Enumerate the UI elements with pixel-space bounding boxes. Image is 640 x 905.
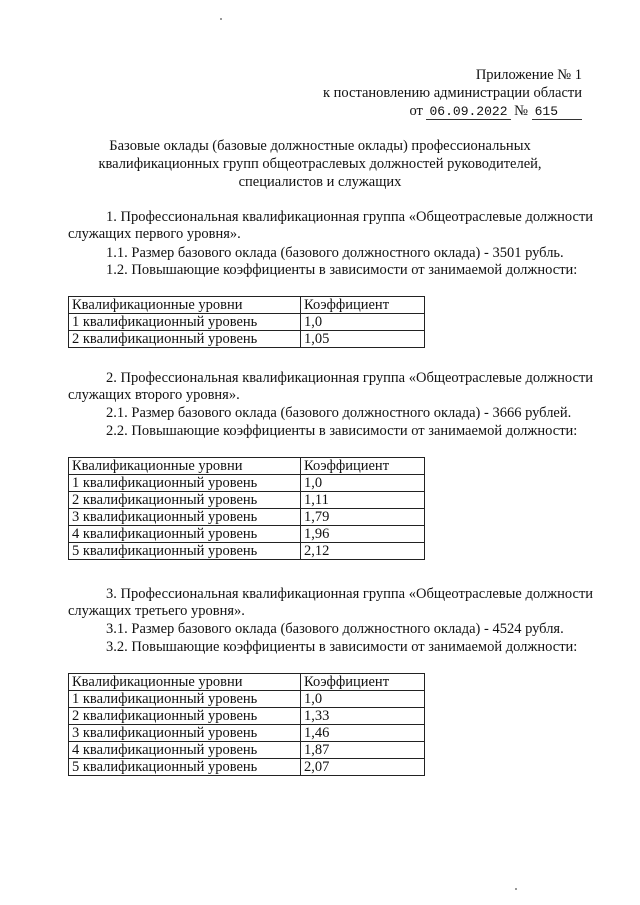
table-cell: 3 квалификационный уровень (69, 509, 301, 526)
table-row (69, 492, 425, 509)
table-header-cell: Коэффициент (301, 458, 425, 475)
section-3-table (68, 673, 425, 776)
table-cell: 1,79 (301, 509, 425, 526)
table-cell: 1,05 (301, 331, 425, 348)
section-2-heading: 2. Профессиональная квалификационная группа «Общеотраслевые должности служащих второго уровня». (68, 370, 594, 403)
table-cell: 1,46 (301, 725, 425, 742)
table-header-cell: Коэффициент (301, 297, 425, 314)
doc-title (0, 137, 640, 191)
table-row (69, 759, 425, 776)
table-cell: 5 квалификационный уровень (69, 543, 301, 560)
table-cell: 2 квалификационный уровень (69, 708, 301, 725)
table-row (69, 331, 425, 348)
table-header-cell: Квалификационные уровни (69, 674, 301, 691)
table-cell: 2,12 (301, 543, 425, 560)
table-cell: 1,33 (301, 708, 425, 725)
table-header-cell: Квалификационные уровни (69, 297, 301, 314)
document-date: 06.09.2022 (426, 104, 510, 120)
section-2-table (68, 457, 425, 560)
table-row (69, 725, 425, 742)
doc-title-line: специалистов и служащих (238, 174, 402, 190)
table-cell: 1,0 (301, 475, 425, 492)
table-cell: 1,11 (301, 492, 425, 509)
table-header-row (69, 674, 425, 691)
table-cell: 1 квалификационный уровень (69, 691, 301, 708)
table-row (69, 742, 425, 759)
section-1-table (68, 296, 425, 348)
section-1-heading: 1. Профессиональная квалификационная группа «Общеотраслевые должности служащих первого уровня». (68, 209, 594, 242)
section-3-heading: 3. Профессиональная квалификационная группа «Общеотраслевые должности служащих третьего уровня». (68, 586, 594, 619)
doc-title-line: Базовые оклады (базовые должностные оклады) профессиональных (109, 138, 531, 154)
section-1-coef-intro: 1.2. Повышающие коэффициенты в зависимости от занимаемой должности: (106, 262, 578, 278)
section-3-coef-intro: 3.2. Повышающие коэффициенты в зависимости от занимаемой должности: (106, 639, 578, 655)
table-row (69, 475, 425, 492)
appendix-date-line (409, 102, 582, 121)
table-cell: 4 квалификационный уровень (69, 526, 301, 543)
table-header-cell: Квалификационные уровни (69, 458, 301, 475)
table-row (69, 708, 425, 725)
table-cell: 3 квалификационный уровень (69, 725, 301, 742)
table-cell: 4 квалификационный уровень (69, 742, 301, 759)
table-row (69, 509, 425, 526)
doc-title-line: квалификационных групп общеотраслевых должностей руководителей, (98, 156, 542, 172)
table-cell: 2 квалификационный уровень (69, 492, 301, 509)
section-2-salary: 2.1. Размер базового оклада (базового должностного оклада) - 3666 рублей. (106, 405, 572, 421)
table-cell: 1,0 (301, 691, 425, 708)
section-1-salary: 1.1. Размер базового оклада (базового должностного оклада) - 3501 рубль. (106, 245, 564, 261)
document-number: 615 (532, 104, 582, 120)
scan-speck (515, 888, 517, 890)
section-3-salary: 3.1. Размер базового оклада (базового должностного оклада) - 4524 рубля. (106, 621, 564, 637)
table-cell: 1,0 (301, 314, 425, 331)
table-cell: 5 квалификационный уровень (69, 759, 301, 776)
appendix-title: Приложение № 1 (475, 67, 582, 83)
table-cell: 2,07 (301, 759, 425, 776)
date-prefix: от (409, 103, 423, 119)
table-row (69, 526, 425, 543)
table-row (69, 691, 425, 708)
appendix-subtitle: к постановлению администрации области (322, 85, 582, 101)
section-2-coef-intro: 2.2. Повышающие коэффициенты в зависимости от занимаемой должности: (106, 423, 578, 439)
table-header-cell: Коэффициент (301, 674, 425, 691)
table-header-row (69, 297, 425, 314)
number-prefix: № (514, 103, 528, 119)
table-row (69, 543, 425, 560)
scan-speck (220, 18, 222, 20)
table-cell: 1 квалификационный уровень (69, 475, 301, 492)
table-cell: 1,87 (301, 742, 425, 759)
table-cell: 2 квалификационный уровень (69, 331, 301, 348)
table-row (69, 314, 425, 331)
table-cell: 1,96 (301, 526, 425, 543)
table-header-row (69, 458, 425, 475)
table-cell: 1 квалификационный уровень (69, 314, 301, 331)
